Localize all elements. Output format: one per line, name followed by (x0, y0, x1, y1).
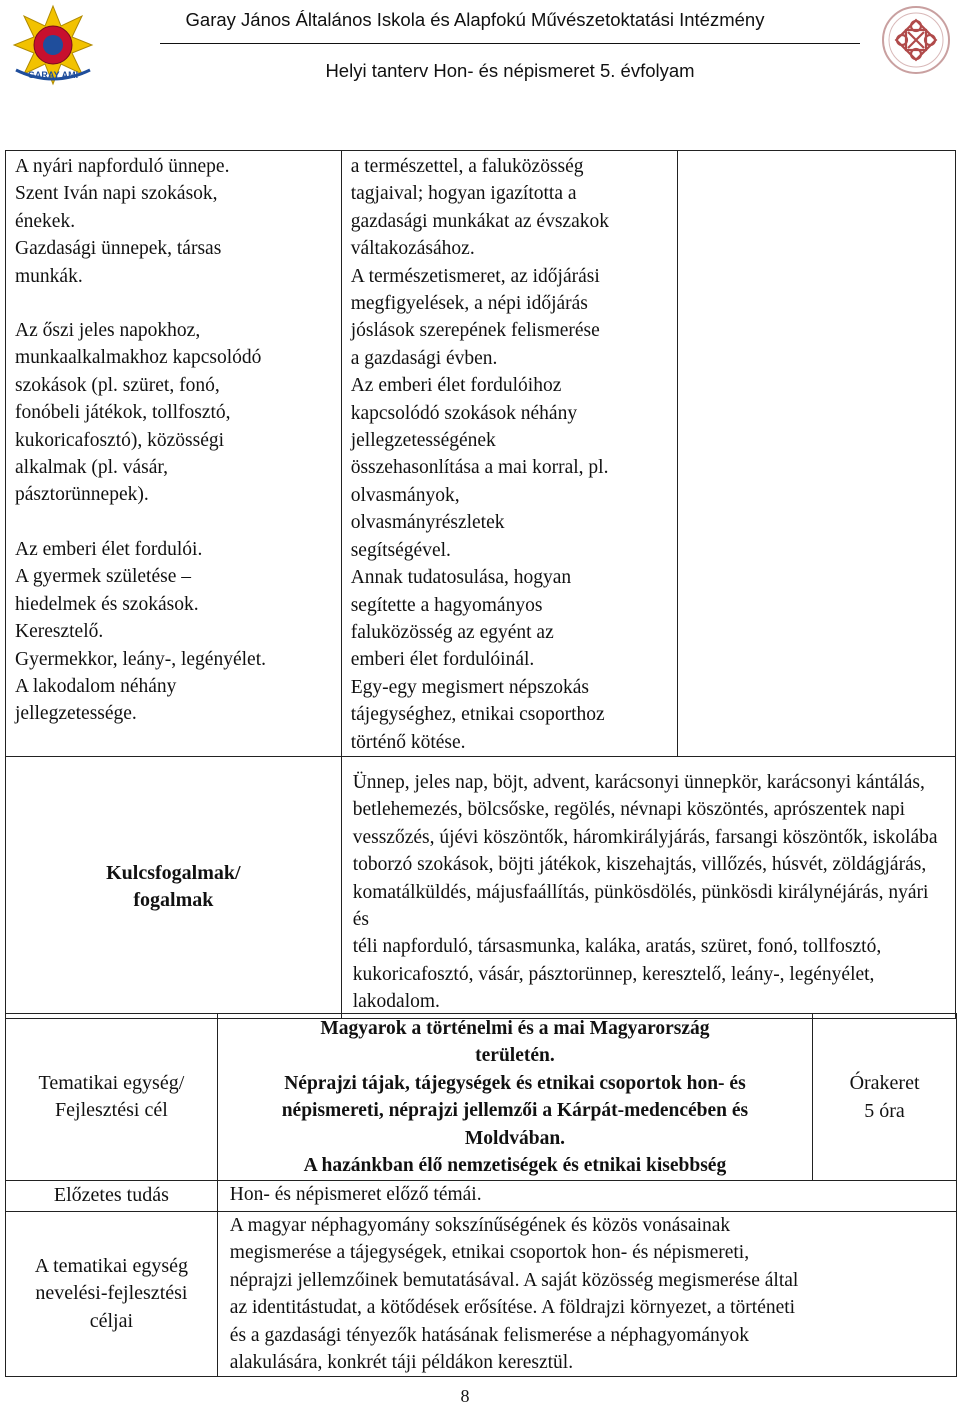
list-item: összehasonlítása a mai korral, pl. (350, 457, 609, 479)
unit-label (6, 1014, 218, 1181)
curriculum-title: Helyi tanterv Hon- és népismeret 5. évfolyam (325, 60, 695, 81)
unit-title-line: Néprajzi tájak, tájegységek és etnikai csoportok hon- és (284, 1072, 746, 1094)
goals-label-line: nevelési-fejlesztési (35, 1282, 188, 1305)
list-item: a természettel, a faluközösség (350, 156, 584, 177)
list-item: vesszőzés, újévi köszöntők, háromkirályjárás, farsangi köszöntők, iskolába (352, 826, 938, 848)
prior-knowledge-label: Előzetes tudás (6, 1181, 218, 1212)
header-divider (160, 43, 860, 44)
list-item: Gazdasági ünnepek, társas (15, 238, 222, 260)
unit-table (5, 1013, 957, 1377)
unit-title-line: Moldvában. (464, 1127, 566, 1149)
list-item: az identitástudat, a kötődések erősítése. A földrajzi környezet, a történeti (229, 1297, 796, 1319)
table-row (6, 1211, 957, 1376)
key-concepts-text (341, 756, 955, 1018)
list-item: megismerése a tájegységek, etnikai csoportok hon- és népismereti, (229, 1242, 750, 1264)
list-item: segítette a hagyományos (350, 594, 543, 616)
key-concepts-label-line: fogalmak (133, 889, 214, 912)
key-concepts-label-line: Kulcsfogalmak/ (106, 862, 241, 885)
goals-text (217, 1211, 956, 1376)
list-item: Gyermekkor, leány-, legényélet. (15, 648, 266, 670)
list-item: Szent Iván napi szokások, (15, 183, 218, 205)
spacer (15, 509, 334, 536)
key-concepts-label (6, 756, 342, 1018)
list-item: alkalmak (pl. vásár, (15, 457, 168, 479)
list-item: énekek. (15, 210, 76, 232)
list-item: toborzó szokások, böjti játékok, kiszehajtás, villőzés, húsvét, zöldágjárás, (352, 854, 927, 876)
list-item: szokások (pl. szüret, fonó, (15, 374, 220, 396)
list-item: olvasmányok, (350, 484, 460, 506)
unit-title-line: A hazánkban élő nemzetiségek és etnikai kisebbség (303, 1155, 727, 1177)
prior-knowledge-value: Hon- és népismeret előző témái. (217, 1181, 956, 1212)
unit-label-line: Tematikai egység/ (38, 1071, 185, 1094)
list-item: néprajzi jellemzőinek bemutatásával. A saját közösség megismerése által (229, 1269, 799, 1291)
page-number: 8 (460, 1386, 470, 1406)
list-item: Ünnep, jeles nap, böjt, advent, karácsonyi ünnepkör, karácsonyi kántálás, (352, 771, 925, 793)
activities-cell (341, 151, 678, 757)
list-item: kukoricafosztó, vásár, pásztorünnep, keresztelő, leány-, legényélet, (352, 963, 875, 985)
topics-cell (6, 151, 342, 757)
list-item: Az emberi élet fordulóihoz (350, 375, 562, 397)
list-item: és a gazdasági tényezők hatásának felismerése a néphagyományok (229, 1324, 750, 1346)
table-row (6, 1014, 957, 1181)
content-table (5, 150, 956, 1019)
logo-left-text: GARAY AMI (27, 70, 79, 80)
unit-label-line: Fejlesztési cél (55, 1099, 168, 1122)
list-item: betlehemezés, bölcsőske, regölés, névnapi köszöntés, aprószentek napi (352, 799, 906, 821)
goals-label-line: céljai (89, 1309, 134, 1332)
list-item: megfigyelések, a népi időjárás (350, 293, 588, 315)
table-row (6, 151, 956, 757)
list-item: komatálküldés, májusfaállítás, pünkösdölés, pünkösdi királynéjárás, nyári és (352, 881, 929, 930)
spacer (15, 290, 334, 317)
unit-title (217, 1014, 812, 1181)
list-item: A gyermek születése – (15, 566, 191, 588)
knot-emblem-icon (880, 4, 952, 76)
list-item: jóslások szerepének felismerése (350, 320, 600, 342)
list-item: segítségével. (350, 539, 451, 561)
list-item: Az emberi élet fordulói. (15, 538, 203, 560)
list-item: A lakodalom néhány (15, 675, 177, 697)
list-item: a gazdasági évben. (350, 347, 498, 369)
school-name: Garay János Általános Iskola és Alapfokú Művészetoktatási Intézmény (185, 9, 765, 30)
list-item: munkák. (15, 265, 83, 287)
goals-label (6, 1211, 218, 1376)
list-item: alakulására, konkrét táji példákon keresztül. (229, 1351, 574, 1373)
list-item: emberi élet fordulóinál. (350, 649, 535, 671)
list-item: Egy-egy megismert népszokás (350, 676, 589, 698)
list-item: kukoricafosztó), közösségi (15, 429, 225, 451)
unit-title-line: területén. (475, 1045, 555, 1067)
hours-label: Órakeret (849, 1072, 920, 1095)
list-item: Az őszi jeles napokhoz, (15, 320, 201, 342)
goals-label-line: A tematikai egység (34, 1254, 189, 1277)
list-item: lakodalom. (352, 991, 440, 1013)
list-item: gazdasági munkákat az évszakok (350, 210, 609, 232)
list-item: A nyári napforduló ünnepe. (15, 156, 230, 177)
list-item: olvasmányrészletek (350, 512, 505, 534)
table-row (6, 1181, 957, 1212)
list-item: tájegységhez, etnikai csoporthoz (350, 704, 605, 726)
list-item: fonóbeli játékok, tollfosztó, (15, 402, 231, 424)
list-item: A magyar néphagyomány sokszínűségének és közös vonásainak (229, 1214, 731, 1236)
list-item: pásztorünnepek). (15, 484, 149, 506)
list-item: jellegzetessége. (15, 703, 137, 725)
hours-cell (813, 1014, 957, 1181)
table-row (6, 756, 956, 1018)
unit-title-line: Magyarok a történelmi és a mai Magyarország (320, 1018, 710, 1039)
list-item: Annak tudatosulása, hogyan (350, 567, 572, 589)
list-item: történő kötése. (350, 731, 466, 753)
page-header (0, 0, 960, 95)
school-emblem-icon (12, 4, 94, 86)
list-item: Keresztelő. (15, 621, 104, 643)
list-item: jellegzetességének (350, 430, 496, 452)
list-item: téli napforduló, társasmunka, kaláka, aratás, szüret, fonó, tollfosztó, (352, 936, 882, 958)
list-item: hiedelmek és szokások. (15, 593, 199, 615)
list-item: tagjaival; hogyan igazította a (350, 183, 577, 205)
list-item: munkaalkalmakhoz kapcsolódó (15, 347, 262, 369)
list-item: kapcsolódó szokások néhány (350, 402, 578, 424)
empty-cell (678, 151, 956, 757)
list-item: faluközösség az egyént az (350, 621, 554, 643)
hours-value: 5 óra (864, 1100, 905, 1123)
unit-title-line: népismereti, néprajzi jellemzői a Kárpát-medencében és (281, 1100, 749, 1122)
list-item: A természetismeret, az időjárási (350, 265, 600, 287)
list-item: váltakozásához. (350, 238, 475, 260)
